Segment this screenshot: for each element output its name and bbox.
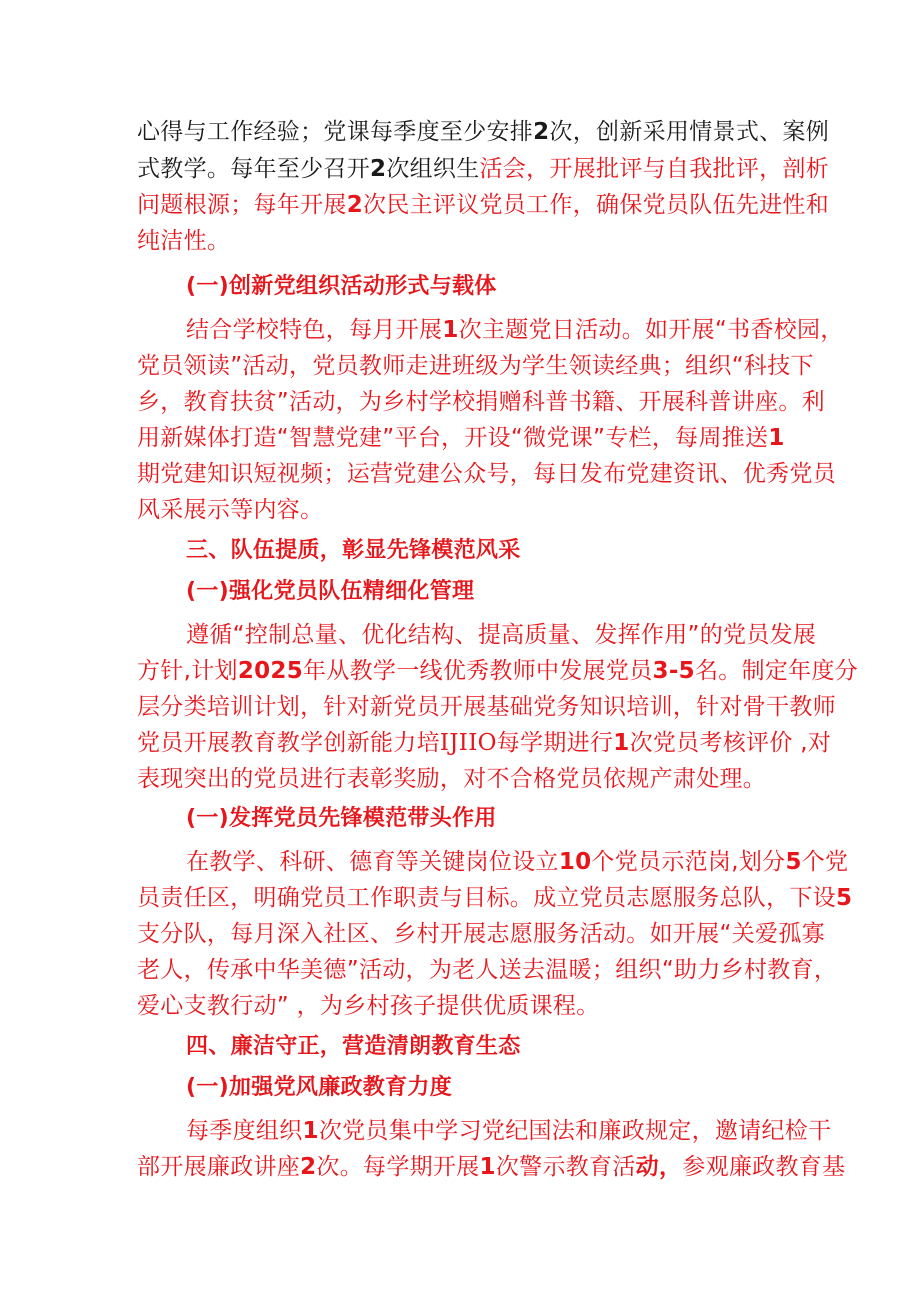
number-run: 10: [558, 849, 592, 875]
paragraph-line: 风采展示等内容。: [137, 497, 324, 523]
subsection-heading: (一)加强党风廉政教育力度: [186, 1075, 453, 1100]
paragraph-line: 遵循“控制总量、优化结构、提高质量、发挥作用”的党员发展: [186, 622, 817, 648]
paragraph-line: [137, 420, 785, 456]
paragraph-line: [137, 653, 858, 689]
text-run: 纯洁性。: [137, 228, 231, 254]
text-run: 方针,计划: [137, 658, 238, 684]
text-run: 个党员示范岗,划分: [591, 849, 786, 875]
text-run: 名。制定年度分: [694, 658, 859, 684]
text-run: 每季度组织: [186, 1118, 303, 1144]
text-run: 党员开展教育教学创新能力培: [137, 730, 440, 756]
text-run-bold: 动，: [635, 1154, 683, 1180]
text-run-red: 活会，开展批评与自我批评，剖析: [479, 156, 830, 182]
text-run: 次警示教育活: [495, 1154, 636, 1180]
paragraph-line: 爱心支教行动” ，为乡村孩子提供优质课程。: [137, 993, 600, 1019]
text-run: 每学期进行: [496, 730, 614, 756]
number-run: 1: [302, 1118, 319, 1144]
text-run: 次民主评议党员工作，确保党员队伍先进性和: [363, 192, 830, 218]
number-run: 1: [479, 1154, 496, 1180]
paragraph-line: [137, 880, 852, 916]
paragraph-line: [137, 114, 829, 150]
number-run: 3-5: [652, 658, 695, 684]
number-run: 1: [768, 425, 785, 451]
subsection-heading: (一)创新党组织活动形式与载体: [186, 274, 497, 299]
text-run: 年从教学一线优秀教师中发展党员: [303, 658, 653, 684]
number-run: 2: [346, 192, 364, 218]
subsection-heading: (一)发挥党员先锋模范带头作用: [186, 806, 497, 831]
text-run: 参观廉政教育基: [682, 1154, 846, 1180]
paragraph-line: [137, 151, 829, 187]
text-run: 员责任区，明确党员工作职责与目标。成立党员志愿服务总队，下设: [137, 885, 836, 911]
paragraph-line: [186, 1113, 831, 1149]
paragraph-line: [186, 844, 848, 880]
text-run: 次党员考核评价 ,对: [629, 730, 832, 756]
text-run: 个党: [801, 849, 849, 875]
paragraph-line: 支分队，每月深入社区、乡村开展志愿服务活动。如开展“关爱孤寡: [137, 921, 825, 947]
text-run: 次，创新采用情景式、案例: [549, 119, 830, 145]
paragraph-line: 表现突出的党员进行表彰奖励，对不合格党员依规产肃处理。: [137, 766, 767, 792]
text-run: 问题根源；每年开展: [137, 192, 347, 218]
paragraph-line: 老人，传承中华美德”活动，为老人送去温暖；组织“助力乡村教育，: [137, 957, 838, 983]
text-run: 在教学、科研、德育等关键岗位设立: [186, 849, 559, 875]
text-run: 用新媒体打造“智慧党建”平台，开设“微党课”专栏，每周推送: [137, 425, 769, 451]
text-run: 结合学校特色，每月开展: [186, 317, 443, 343]
ocr-artifact-run: IJIIO: [439, 730, 497, 756]
number-run: 5: [785, 849, 802, 875]
text-run: 次主题党日活动。如开展“书香校园，: [458, 317, 844, 343]
text-run: 部开展廉政讲座: [137, 1154, 301, 1180]
paragraph-line: [186, 312, 844, 348]
paragraph-line: 乡，教育扶贫”活动，为乡村学校捐赠科普书籍、开展科普讲座。利: [137, 389, 825, 415]
number-run: 2025: [237, 658, 304, 684]
text-run: 式教学。每年至少召开: [137, 156, 370, 182]
number-run: 2: [533, 119, 550, 145]
number-run: 1: [442, 317, 459, 343]
paragraph-line: 期党建知识短视频；运营党建公众号，每日发布党建资讯、优秀党员: [137, 461, 836, 487]
text-run: 次。每学期开展: [316, 1154, 480, 1180]
text-run: 次组织生: [386, 156, 480, 182]
paragraph-line: 层分类培训计划，针对新党员开展基础党务知识培训，针对骨干教师: [137, 694, 836, 720]
paragraph-line: [137, 725, 831, 761]
paragraph-line: [137, 187, 829, 223]
paragraph-line: [137, 223, 230, 259]
text-run: 次党员集中学习党纪国法和廉政规定，邀请纪检干: [318, 1118, 832, 1144]
text-run: 心得与工作经验；党课每季度至少安排: [137, 119, 534, 145]
paragraph-line: 党员领读”活动，党员教师走进班级为学生领读经典；组织“科技下: [137, 353, 814, 379]
subsection-heading: (一)强化党员队伍精细化管理: [186, 579, 475, 604]
number-run: 5: [836, 885, 853, 911]
number-run: 2: [300, 1154, 317, 1180]
number-run: 1: [613, 730, 630, 756]
section-heading: 四、廉洁守正，营造清朗教育生态: [186, 1034, 521, 1059]
section-heading: 三、队伍提质，彰显先锋模范风采: [186, 538, 521, 563]
number-run: 2: [370, 156, 387, 182]
paragraph-line: [137, 1149, 845, 1185]
